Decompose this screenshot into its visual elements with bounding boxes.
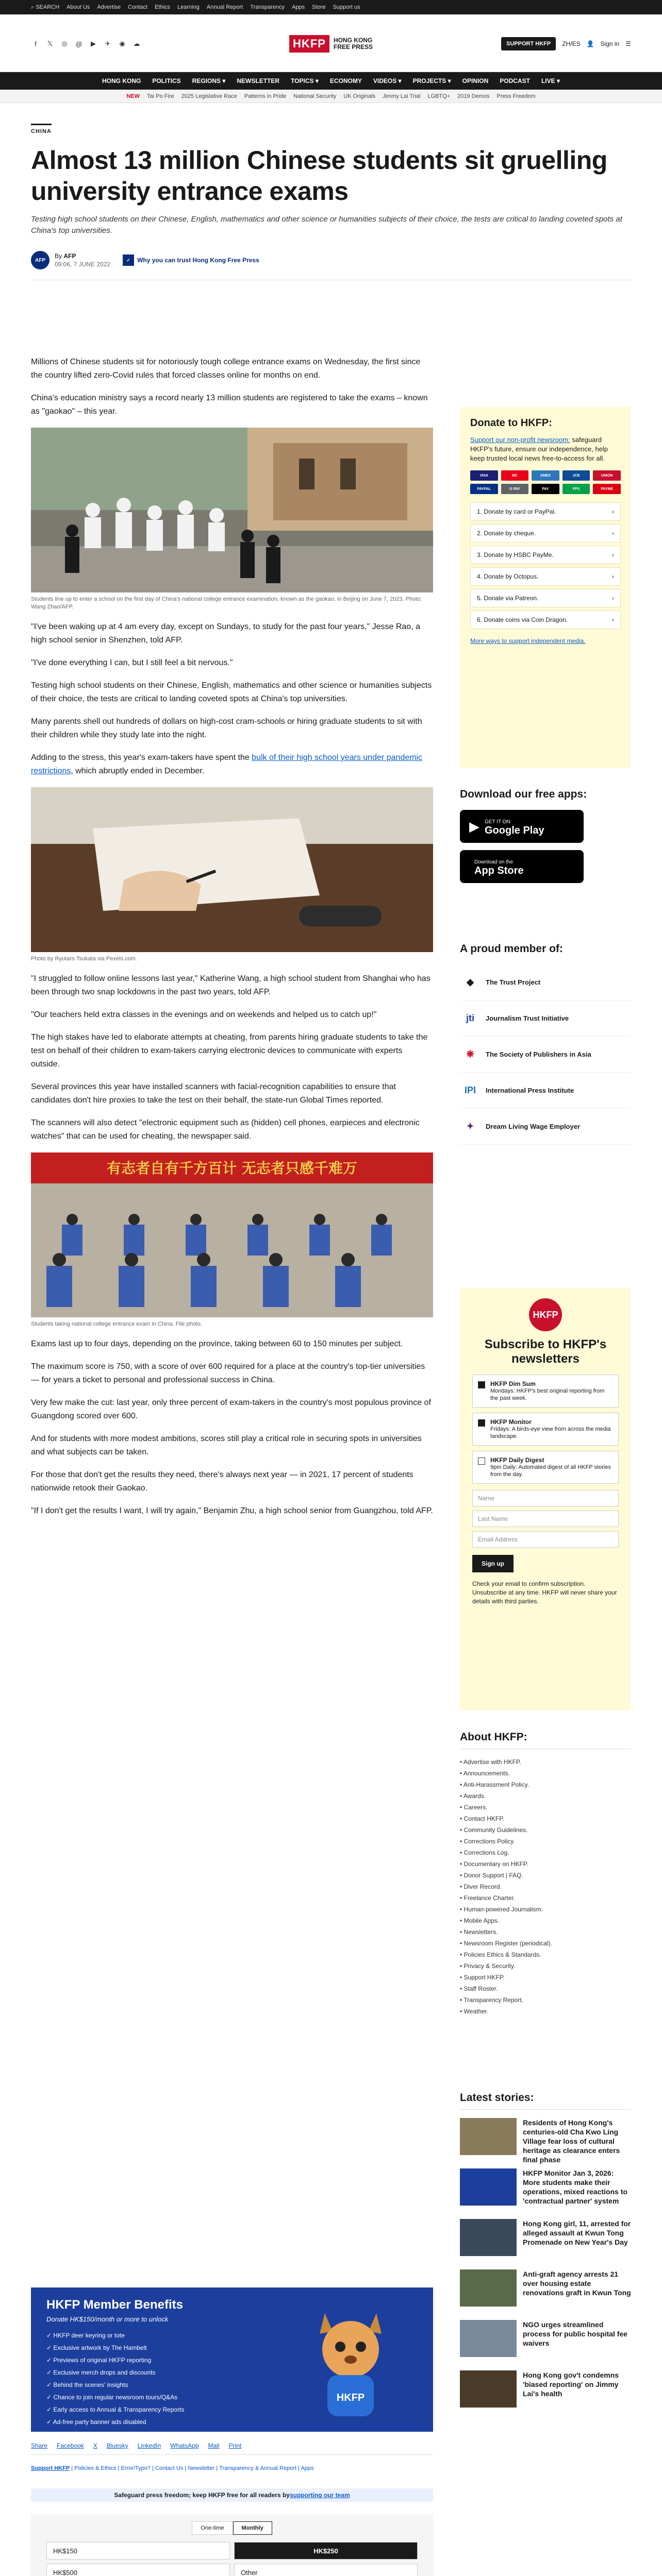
- nav-item-videos[interactable]: VIDEOS ▾: [373, 77, 402, 84]
- share-linkedin[interactable]: LinkedIn: [137, 2442, 161, 2449]
- paragraph: Very few make the cut: last year, only three percent of exam-takers in the country's most populous province of Guangdong scored over 600.: [31, 1398, 431, 1420]
- story-thumbnail[interactable]: [460, 2118, 517, 2155]
- newsletter-option[interactable]: HKFP Monitor Fridays: A birds-eye view from across the media landscape.: [472, 1413, 619, 1446]
- sidebar-latest: [460, 2092, 631, 2421]
- sidebar-member-of: [460, 943, 631, 1145]
- article-title: Almost 13 million Chinese students sit gruelling university entrance exams: [31, 146, 607, 206]
- support-link[interactable]: Newsletter: [188, 2465, 215, 2471]
- article-body: [31, 355, 433, 1527]
- inline-link[interactable]: bulk of their high school years under pandemic restrictions: [31, 753, 423, 775]
- share-x[interactable]: X: [93, 2442, 97, 2449]
- tab-one-time[interactable]: One-time: [192, 2521, 233, 2535]
- amount-option[interactable]: HK$500: [46, 2564, 230, 2576]
- publish-date: 09:06, 7 JUNE 2022: [55, 261, 111, 268]
- about-link[interactable]: • Weather.: [460, 2008, 489, 2015]
- about-link[interactable]: • Human-powered Journalism.: [460, 1906, 543, 1913]
- story-title[interactable]: Anti-graft agency arrests 21 over housing estate renovations graft in Kwun Tong: [523, 2270, 631, 2297]
- hot-topic[interactable]: Jimmy Lai Trial: [383, 93, 421, 99]
- about-link[interactable]: • Corrections Policy.: [460, 1838, 515, 1845]
- paragraph: "I've been waking up at 4 am every day, except on Sundays, to study for the past four years," Jesse Rao, a high school senior in Shenzhen, told AFP.: [31, 622, 420, 645]
- newsletter-note: Check your email to confirm subscription. Unsubscribe at any time. HKFP will never share your details with third parties.: [472, 1580, 617, 1605]
- banner-title: HKFP Member Benefits: [46, 2298, 183, 2312]
- paypal-card-icon: PAYPAL: [470, 484, 498, 494]
- photo-caption: Students taking national college entrance exam in China. File photo.: [31, 1321, 203, 1327]
- deer-mascot-icon: [289, 2303, 412, 2421]
- amex-card-icon: AMEX: [532, 470, 559, 481]
- chevron-right-icon: ›: [612, 616, 614, 623]
- hot-topic[interactable]: Press Freedom: [496, 93, 536, 99]
- story-thumbnail[interactable]: [460, 2219, 517, 2256]
- paragraph: "Our teachers held extra classes in the evenings and on weekends and helped us to catch up!": [31, 1010, 377, 1019]
- paragraph: Testing high school students on their Chinese, English, mathematics and other science or humanities subjects of their choice, the tests are critical to landing coveted spots at China's top universities.: [31, 681, 432, 703]
- top-link-learning[interactable]: Learning: [177, 4, 200, 10]
- latest-story[interactable]: [460, 2168, 631, 2210]
- support-link[interactable]: Policies & Ethics: [74, 2465, 117, 2471]
- support-team-link[interactable]: supporting our team: [289, 2492, 350, 2499]
- paragraph: Millions of Chinese students sit for notoriously tough college entrance exams on Wednesday, the first since the country lifted zero-Covid rules that forced classes online for months on end.: [31, 358, 421, 380]
- benefit-item: ✓ Chance to join regular newsroom tours/Q&As: [46, 2394, 178, 2401]
- sidebar-apps: [460, 788, 631, 890]
- member-logo[interactable]: ✦ Dream Living Wage Employer: [460, 1109, 631, 1145]
- benefit-item: ✓ HKFP deer keyring or tote: [46, 2332, 125, 2339]
- language-switch[interactable]: ZH/ES: [562, 40, 581, 47]
- amount-option[interactable]: HK$150: [46, 2542, 230, 2560]
- chevron-right-icon: ›: [612, 551, 614, 558]
- newsletter-option[interactable]: HKFP Dim Sum Mondays: HKFP's best original reporting from the past week.: [472, 1375, 619, 1408]
- mastercard-card-icon: MC: [501, 470, 529, 481]
- story-thumbnail[interactable]: [460, 2320, 517, 2357]
- trust-project-icon: ◆: [467, 977, 474, 987]
- paragraph: The high stakes have led to elaborate attempts at cheating, from parents hiring graduate students to take the test on behalf of their children to exam-takers carrying electronic devices to communicate with experts outside.: [31, 1033, 428, 1069]
- google-play-icon: ▶: [469, 818, 479, 834]
- photo-student-writing[interactable]: [31, 787, 433, 952]
- checkbox-unchecked[interactable]: [478, 1458, 485, 1465]
- amount-option-other[interactable]: Other: [234, 2564, 418, 2576]
- jti-icon: jti: [466, 1013, 474, 1023]
- logo-mark: HKFP: [289, 35, 329, 53]
- latest-title: Latest stories:: [460, 2092, 631, 2110]
- story-thumbnail[interactable]: [460, 2168, 517, 2206]
- search-link[interactable]: ⌕ SEARCH: [31, 4, 60, 10]
- latest-story[interactable]: [460, 2219, 631, 2260]
- google-play-button[interactable]: ▶ GET IT ON Google Play: [460, 810, 584, 843]
- paragraph: Several provinces this year have installed scanners with facial-recognition capabilities to ensure that candidates don't hire proxies to take the test on their behalf, the state-run Global Times reported.: [31, 1082, 396, 1105]
- email-field[interactable]: Email Address: [472, 1531, 619, 1548]
- top-link-contact[interactable]: Contact: [128, 4, 148, 10]
- photo-students-queue[interactable]: [31, 428, 433, 592]
- donation-widget: [31, 2514, 433, 2576]
- rss-icon[interactable]: ◉: [119, 40, 125, 47]
- share-print[interactable]: Print: [228, 2442, 242, 2449]
- instagram-icon[interactable]: ◎: [61, 40, 68, 47]
- amount-option-selected[interactable]: HK$250: [234, 2542, 418, 2560]
- share-bluesky[interactable]: Bluesky: [106, 2442, 128, 2449]
- trust-icon: ✓: [123, 255, 134, 266]
- paragraph: "I've done everything I can, but I still feel a bit nervous.": [31, 658, 233, 667]
- nav-item-economy[interactable]: ECONOMY: [329, 77, 362, 84]
- chevron-right-icon: ›: [612, 508, 614, 515]
- nav-item-hong-kong[interactable]: HONG KONG: [102, 77, 141, 84]
- nav-item-projects[interactable]: PROJECTS ▾: [412, 77, 451, 84]
- paragraph: The scanners will also detect "electronic equipment such as (hidden) cell phones, earpieces and electronic watches" that can be used for cheating, the newspaper said.: [31, 1118, 420, 1141]
- about-title: About HKFP:: [460, 1731, 631, 1749]
- nav-item-live[interactable]: LIVE ▾: [541, 77, 560, 84]
- member-logo[interactable]: ❋ The Society of Publishers in Asia: [460, 1037, 631, 1073]
- nav-item-politics[interactable]: POLITICS: [152, 77, 181, 84]
- checkbox-checked[interactable]: [478, 1381, 485, 1388]
- first-name-field[interactable]: Name: [472, 1490, 619, 1506]
- about-link[interactable]: • Transparency Report.: [460, 1996, 523, 2004]
- top-links: [67, 4, 360, 10]
- nav-item-opinion[interactable]: OPINION: [462, 77, 489, 84]
- paragraph: For those that don't get the results they need, there's always next year — in 2021, 17 percent of students nationwide retook their Gaokao.: [31, 1470, 413, 1493]
- threads-icon[interactable]: @: [75, 40, 82, 48]
- top-link-about[interactable]: About Us: [67, 4, 90, 10]
- about-link[interactable]: • Freelance Charter.: [460, 1894, 515, 1902]
- benefit-item: ✓ Exclusive merch drops and discounts: [46, 2369, 156, 2376]
- latest-story[interactable]: [460, 2320, 631, 2361]
- top-link-advertise[interactable]: Advertise: [97, 4, 121, 10]
- chevron-right-icon: ›: [612, 573, 614, 580]
- member-logo[interactable]: IPI International Press Institute: [460, 1073, 631, 1109]
- donate-method[interactable]: 1. Donate by card or PayPal. ›: [470, 502, 621, 521]
- story-thumbnail[interactable]: [460, 2269, 517, 2307]
- about-link[interactable]: • Diver Record.: [460, 1883, 502, 1890]
- hot-topic[interactable]: Patterns in Pride: [244, 93, 287, 99]
- author-name[interactable]: AFP: [63, 252, 76, 260]
- paragraph: The maximum score is 750, with a score of over 600 required for a place at the country's top-tier universities — for years a ticket to personal and professional success in China.: [31, 1362, 425, 1384]
- bluesky-icon[interactable]: ☁: [133, 40, 140, 47]
- story-thumbnail[interactable]: [460, 2370, 517, 2408]
- support-link[interactable]: Support HKFP: [31, 2465, 70, 2471]
- social-icons: [31, 39, 141, 48]
- member-logo[interactable]: jti Journalism Trust Initiative: [460, 1001, 631, 1037]
- share-facebook[interactable]: Facebook: [57, 2442, 84, 2449]
- site-header: [0, 14, 662, 72]
- support-link[interactable]: Contact Us: [155, 2465, 184, 2471]
- top-link-annual-report[interactable]: Annual Report: [206, 4, 243, 10]
- paragraph: China's education ministry says a record nearly 13 million students are registered to take the exams – known as "gaokao" – this year.: [31, 394, 428, 416]
- about-link[interactable]: • Policies Ethics & Standards.: [460, 1951, 541, 1958]
- hot-topic[interactable]: UK Originals: [343, 93, 376, 99]
- sidebar-newsletter: [460, 1288, 631, 1710]
- x-icon[interactable]: 𝕏: [47, 40, 53, 47]
- hot-topic[interactable]: LGBTQ+: [427, 93, 451, 99]
- unionpay-card-icon: UNION: [593, 470, 621, 481]
- share-mail[interactable]: Mail: [208, 2442, 220, 2449]
- paragraph: Adding to the stress, this year's exam-takers have spent the bulk of their high school years under pandemic restrictions, which abruptly ended in December.: [31, 753, 423, 775]
- paragraph: "If I don't get the results I want, I will try again," Benjamin Zhu, a high school senior from Guangzhou, told AFP.: [31, 1506, 433, 1515]
- about-link[interactable]: • Privacy & Security.: [460, 1962, 516, 1970]
- exam-banner-text: 有志者自有千方百计 无志者只感千难万: [107, 1160, 357, 1177]
- about-link[interactable]: • Announcements.: [460, 1770, 510, 1777]
- hot-topic[interactable]: Tai Po Fire: [146, 93, 174, 99]
- donate-method[interactable]: 6. Donate coins via Coin Dragon. ›: [470, 611, 621, 629]
- hot-topic[interactable]: National Security: [293, 93, 337, 99]
- about-link[interactable]: • Contact HKFP.: [460, 1815, 505, 1822]
- photo-caption: Photo by Ryutaro Tsukata via Pexels.com.: [31, 956, 137, 962]
- about-link[interactable]: • Newsletters.: [460, 1928, 498, 1936]
- latest-story[interactable]: [460, 2118, 631, 2164]
- support-link[interactable]: Transparency & Annual Report: [219, 2465, 297, 2471]
- donate-method[interactable]: 5. Donate via Patreon. ›: [470, 589, 621, 607]
- logo-text: HONG KONG FREE PRESS: [333, 37, 373, 50]
- donate-method[interactable]: 2. Donate by cheque. ›: [470, 524, 621, 543]
- support-link[interactable]: Apps: [301, 2465, 314, 2471]
- site-logo[interactable]: [289, 35, 373, 53]
- hot-topic[interactable]: 2019 Demos: [457, 93, 490, 99]
- top-link-transparency[interactable]: Transparency: [250, 4, 285, 10]
- photo-exam-hall[interactable]: [31, 1153, 433, 1317]
- benefit-item: ✓ Previews of original HKFP reporting: [46, 2357, 152, 2364]
- hot-topics-bar: [0, 90, 662, 103]
- nav-item-podcast[interactable]: PODCAST: [500, 77, 530, 84]
- top-bar: [0, 0, 662, 14]
- new-badge: NEW: [126, 93, 140, 99]
- app-store-button[interactable]: Download on the App Store: [460, 850, 584, 883]
- benefit-item: ✓ Early access to Annual & Transparency Reports: [46, 2406, 185, 2413]
- photo-caption: Students line up to enter a school on the first day of China's national college entrance examination, known as the gaokao, in Beijing on June 7, 2023. Photo: Wang Zhao/AFP.: [31, 596, 422, 610]
- menu-icon[interactable]: ☰: [625, 40, 631, 47]
- sidebar-donate: [460, 407, 631, 768]
- about-link[interactable]: • Staff Roster.: [460, 1985, 498, 1992]
- payment-cards: [470, 470, 621, 494]
- member-logo[interactable]: ◆ The Trust Project: [460, 964, 631, 1001]
- newsletter-logo: HKFP: [529, 1298, 562, 1331]
- top-link-support[interactable]: Support us: [333, 4, 360, 10]
- author-avatar[interactable]: AFP: [31, 251, 49, 269]
- facebook-icon[interactable]: f: [35, 40, 37, 48]
- about-link[interactable]: • Careers.: [460, 1804, 488, 1811]
- member-benefits-banner[interactable]: [31, 2287, 433, 2432]
- paragraph: Exams last up to four days, depending on the province, taking between 60 to 150 minutes per subject.: [31, 1340, 403, 1348]
- benefit-item: ✓ Behind the scenes' insights: [46, 2381, 128, 2388]
- paragraph: Many parents shell out hundreds of dollars on high-cost cram-schools or hiring graduate students to sit with their children while they study late into the night.: [31, 717, 422, 739]
- about-link[interactable]: • Awards.: [460, 1792, 486, 1800]
- more-ways-link[interactable]: More ways to support independent media.: [470, 637, 586, 645]
- top-link-apps[interactable]: Apps: [292, 4, 305, 10]
- checkbox-checked[interactable]: [478, 1419, 485, 1427]
- about-link[interactable]: • Newsroom Register (periodical).: [460, 1940, 552, 1947]
- story-title[interactable]: Hong Kong gov't condemns 'biased reporting' on Jimmy Lai's health: [523, 2371, 619, 2398]
- donate-method[interactable]: 4. Donate by Octopus. ›: [470, 567, 621, 586]
- paragraph: "I struggled to follow online lessons last year," Katherine Wang, a high school student from Shanghai who has been through two snap lockdowns in the past two years, told AFP.: [31, 974, 431, 996]
- chevron-right-icon: ›: [612, 530, 614, 537]
- donate-title: Donate to HKFP:: [470, 417, 552, 429]
- story-title[interactable]: Hong Kong girl, 11, arrested for alleged assault at Kwun Tong Promenade on New Year's Day: [523, 2219, 631, 2246]
- donate-intro-link[interactable]: Support our non-profit newsroom:: [470, 436, 570, 444]
- jcb-card-icon: JCB: [562, 470, 590, 481]
- byline: AFP By AFP 09:06, 7 JUNE 2022 ✓ Why you can trust Hong Kong Free Press: [31, 251, 631, 280]
- mascot-shirt-text: HKFP: [336, 2392, 365, 2403]
- latest-story[interactable]: [460, 2269, 631, 2311]
- last-name-field[interactable]: Last Name: [472, 1511, 619, 1527]
- article-category[interactable]: CHINA: [31, 124, 52, 134]
- donate-intro: Support our non-profit newsroom: safeguard HKFP's future, ensure our independence, help keep trusted local news free-to-access for all.: [470, 436, 608, 462]
- support-hkfp-button[interactable]: SUPPORT HKFP: [501, 37, 556, 50]
- payme-card-icon: PAYME: [593, 484, 621, 494]
- visa-card-icon: VISA: [470, 470, 498, 481]
- share-bar: [31, 2442, 433, 2455]
- about-link[interactable]: • Donor Support | FAQ.: [460, 1872, 523, 1879]
- nav-item-topics[interactable]: TOPICS ▾: [291, 77, 319, 84]
- newsletter-title: Subscribe to HKFP's newsletters: [484, 1337, 607, 1366]
- sign-in-link[interactable]: Sign in: [600, 40, 620, 47]
- tab-monthly[interactable]: Monthly: [233, 2521, 272, 2535]
- about-link[interactable]: • Community Guidelines.: [460, 1826, 528, 1834]
- support-links: Support HKFP | Policies & Ethics | Error/Typo? | Contact Us | Newsletter | Transparency & Annual Report | Apps: [31, 2465, 314, 2471]
- member-title: A proud member of:: [460, 943, 563, 955]
- main-nav: [0, 72, 662, 90]
- apps-title: Download our free apps:: [460, 788, 587, 800]
- chevron-right-icon: ›: [612, 595, 614, 602]
- latest-story[interactable]: [460, 2370, 631, 2412]
- about-link[interactable]: • Documentary on HKFP.: [460, 1860, 528, 1868]
- about-link[interactable]: • Mobile Apps.: [460, 1917, 500, 1924]
- telegram-icon[interactable]: ✈: [105, 40, 111, 47]
- support-link[interactable]: Error/Typo?: [121, 2465, 151, 2471]
- story-title[interactable]: HKFP Monitor Jan 3, 2026: More students make their operations, mixed reactions to 'contractual partner' system: [523, 2169, 628, 2205]
- ipi-icon: IPI: [464, 1085, 476, 1095]
- share-whatsapp[interactable]: WhatsApp: [170, 2442, 199, 2449]
- article-lede: Testing high school students on their Chinese, English, mathematics and other science or humanities subjects of their choice, the tests are critical to landing coveted spots at China's top universities.: [31, 215, 622, 235]
- living-wage-icon: ✦: [466, 1121, 474, 1131]
- about-link[interactable]: • Corrections Log.: [460, 1849, 509, 1856]
- benefit-item: ✓ Exclusive artwork by The Hambelt: [46, 2344, 147, 2351]
- benefit-item: ✓ Ad-free party banner ads disabled: [46, 2418, 146, 2426]
- nav-item-regions[interactable]: REGIONS ▾: [192, 77, 226, 84]
- sidebar-about: [460, 1731, 631, 2017]
- donate-method[interactable]: 3. Donate by HSBC PayMe. ›: [470, 546, 621, 564]
- user-icon[interactable]: 👤: [586, 40, 594, 47]
- hot-topic[interactable]: 2025 Legislative Race: [181, 93, 237, 99]
- story-title[interactable]: NGO urges streamlined process for public hospital fee waivers: [523, 2320, 628, 2347]
- applepay-card-icon: PAY: [532, 484, 559, 494]
- about-link[interactable]: • Support HKFP.: [460, 1974, 505, 1981]
- newsletter-option[interactable]: HKFP Daily Digest 9pm Daily: Automated digest of all HKFP stories from the day.: [472, 1451, 619, 1484]
- fps-card-icon: FPS: [562, 484, 590, 494]
- sopa-icon: ❋: [466, 1049, 474, 1059]
- banner-subtitle: Donate HK$150/month or more to unlock: [46, 2315, 169, 2323]
- sign-up-button[interactable]: Sign up: [472, 1555, 514, 1572]
- about-link[interactable]: • Advertise with HKFP.: [460, 1758, 521, 1766]
- trust-badge[interactable]: ✓ Why you can trust Hong Kong Free Press: [123, 255, 259, 266]
- about-link[interactable]: • Anti-Harassment Policy.: [460, 1781, 529, 1788]
- article-header: [31, 124, 622, 280]
- paragraph: And for students with more modest ambitions, scores still play a critical role in securing spots in universities and what subjects can be taken.: [31, 1434, 422, 1456]
- top-link-store[interactable]: Store: [312, 4, 326, 10]
- story-title[interactable]: Residents of Hong Kong's centuries-old Cha Kwo Ling Village fear loss of cultural heritage as clearance enters final phase: [523, 2119, 620, 2164]
- nav-item-newsletter[interactable]: NEWSLETTER: [237, 77, 280, 84]
- top-link-ethics[interactable]: Ethics: [155, 4, 171, 10]
- youtube-icon[interactable]: ▶: [91, 40, 96, 47]
- safeguard-banner: Safeguard press freedom; keep HKFP free for all readers by supporting our team: [31, 2488, 433, 2502]
- gpay-card-icon: G PAY: [501, 484, 529, 494]
- share-label: Share: [31, 2442, 48, 2449]
